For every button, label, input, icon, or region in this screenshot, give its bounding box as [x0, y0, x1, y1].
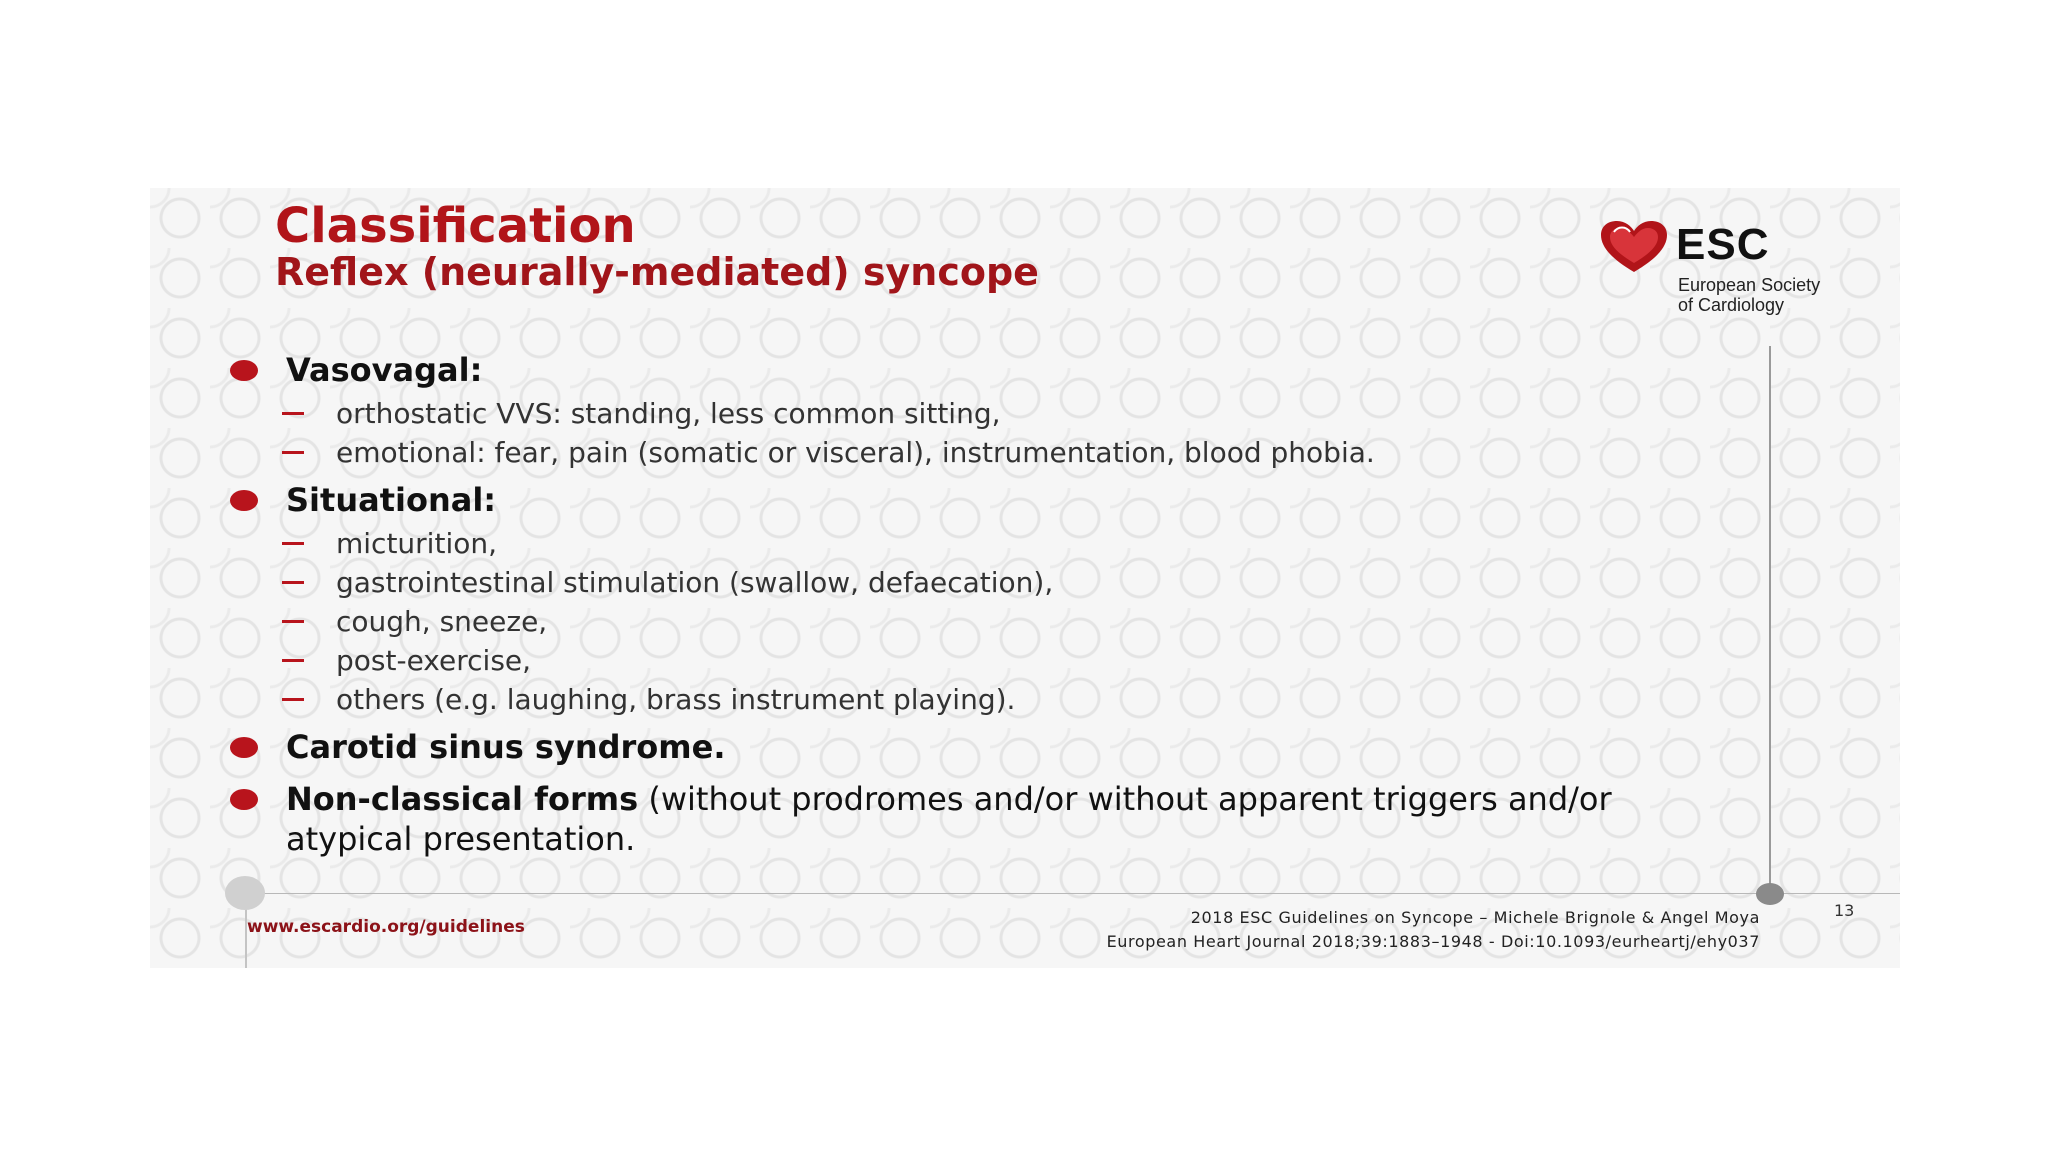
dash-marker [282, 659, 304, 662]
sub-item-text: emotional: fear, pain (somatic or visceral), instrumentation, blood phobia. [336, 436, 1375, 469]
sub-item [230, 680, 1730, 719]
left-node-dot [225, 876, 265, 910]
bullet-dot [230, 789, 258, 810]
slide [150, 188, 1900, 968]
sub-item [230, 524, 1730, 563]
bullet-label: Carotid sinus syndrome. [286, 728, 726, 766]
sub-item [230, 433, 1730, 472]
heart-icon [1600, 220, 1668, 274]
logo-abbreviation: ESC [1676, 220, 1770, 269]
bullet-item [230, 727, 1730, 767]
sub-item [230, 641, 1730, 680]
sub-item-text: gastrointestinal stimulation (swallow, defaecation), [336, 566, 1054, 599]
right-node-dot [1756, 883, 1784, 905]
sub-item-text: cough, sneeze, [336, 605, 548, 638]
guidelines-link[interactable]: www.escardio.org/guidelines [247, 917, 525, 937]
sub-item-text: post-exercise, [336, 644, 532, 677]
bullet-label: Vasovagal: [286, 351, 483, 389]
bullet-item [230, 480, 1730, 520]
bullet-item [230, 350, 1730, 390]
bullet-description: (without prodromes and/or without apparent triggers and/or atypical presentation. [286, 780, 1612, 858]
dash-marker [282, 581, 304, 584]
bullet-dot [230, 737, 258, 758]
bullet-dot [230, 490, 258, 511]
bullet-list [230, 350, 1730, 863]
right-divider [1769, 346, 1771, 894]
bullet-dot [230, 360, 258, 381]
bullet-label: Situational: [286, 481, 497, 519]
slide-subtitle: Reflex (neurally-mediated) syncope [275, 250, 1039, 294]
logo-name-line2: of Cardiology [1678, 295, 1785, 315]
logo-name-line1: European Society [1678, 275, 1821, 295]
slide-title: Classification [275, 198, 636, 254]
sub-item-text: micturition, [336, 527, 497, 560]
dash-marker [282, 620, 304, 623]
sub-item [230, 394, 1730, 433]
dash-marker [282, 542, 304, 545]
sub-item [230, 602, 1730, 641]
page-number: 13 [1834, 901, 1855, 920]
bullet-item [230, 779, 1730, 859]
bullet-label: Non-classical forms [286, 780, 639, 818]
sub-item-text: others (e.g. laughing, brass instrument playing). [336, 683, 1016, 716]
dash-marker [282, 412, 304, 415]
reference-line-1: 2018 ESC Guidelines on Syncope – Michele Brignole & Angel Moya [1190, 908, 1760, 927]
dash-marker [282, 451, 304, 454]
sub-item-text: orthostatic VVS: standing, less common sitting, [336, 397, 1001, 430]
esc-logo [1600, 220, 1870, 316]
reference-line-2: European Heart Journal 2018;39:1883–1948 - Doi:10.1093/eurheartj/ehy037 [1106, 932, 1760, 951]
sub-item [230, 563, 1730, 602]
dash-marker [282, 698, 304, 701]
bottom-divider [245, 893, 1900, 894]
